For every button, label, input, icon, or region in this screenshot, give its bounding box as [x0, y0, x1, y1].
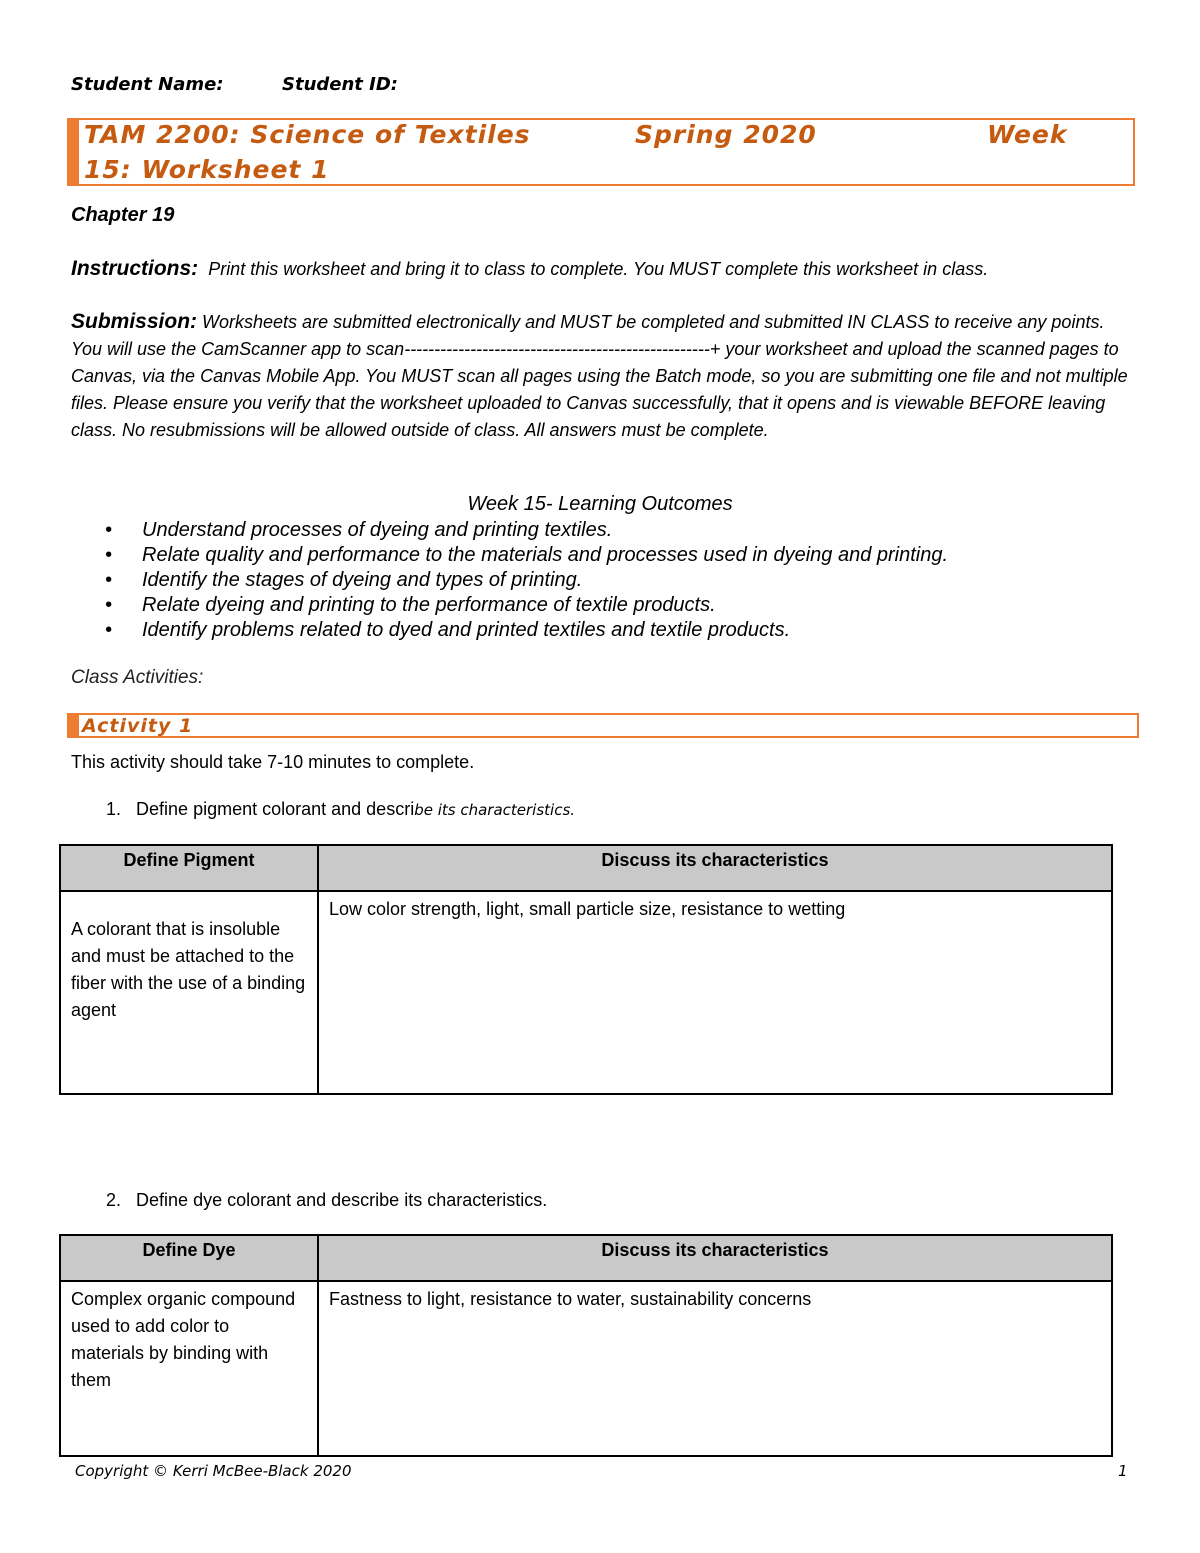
question-text-cont: be its characteristics. [414, 801, 576, 819]
outcome-item: • Identify problems related to dyed and printed textiles and textile products. [72, 618, 948, 643]
outcome-item: • Identify the stages of dyeing and types of printing. [72, 568, 948, 593]
submission-label: Submission: [71, 310, 198, 333]
dye-characteristics[interactable]: Fastness to light, resistance to water, sustainability concerns [318, 1281, 1112, 1456]
question-text: Define pigment colorant and descri [136, 799, 415, 819]
activity-time: This activity should take 7-10 minutes to complete. [71, 752, 475, 772]
submission [71, 308, 1131, 444]
pigment-characteristics[interactable]: Low color strength, light, small particle size, resistance to wetting [318, 891, 1112, 1094]
pigment-definition[interactable]: A colorant that is insoluble and must be attached to the fiber with the use of a binding agent [60, 891, 318, 1094]
class-activities-label: Class Activities: [71, 667, 204, 688]
submission-text: Worksheets are submitted electronically and MUST be completed and submitted IN CLASS to receive any points. You will use the CamScanner app to scan---------------------------------------------------+ your worksheet and upload the scanned pages to Canvas, via the Canvas Mobile App. You MUST scan all pages using the Batch mode, so you are submitting one file and not multiple files. Please ensure you verify that the worksheet uploaded to Canvas successfully, that it opens and is viewable BEFORE leaving class. No resubmissions will be allowed outside of class. All answers must be complete. [71, 312, 1128, 440]
chapter-heading: Chapter 19 [71, 204, 175, 226]
activity-box [67, 713, 1139, 738]
question-number: 1. [106, 799, 122, 819]
pigment-table [59, 844, 1113, 1095]
page-number: 1 [1118, 1462, 1128, 1480]
term: Spring 2020 [635, 120, 817, 149]
question-2 [106, 1190, 547, 1211]
instructions-label: Instructions: [71, 257, 199, 280]
col-characteristics: Discuss its characteristics [318, 1235, 1112, 1281]
outcome-item: • Understand processes of dyeing and printing textiles. [72, 518, 948, 543]
outcome-item: • Relate quality and performance to the materials and processes used in dyeing and printing. [72, 543, 948, 568]
title-box [67, 118, 1135, 186]
question-1 [106, 799, 575, 820]
col-define-pigment: Define Pigment [60, 845, 318, 891]
instructions-text: Print this worksheet and bring it to class to complete. You MUST complete this worksheet in class. [208, 259, 989, 279]
student-name-label: Student Name: [71, 74, 224, 95]
question-number: 2. [106, 1190, 122, 1210]
instructions [71, 255, 1131, 283]
copyright: Copyright © Kerri McBee-Black 2020 [75, 1462, 352, 1480]
activity-label: Activity 1 [82, 715, 194, 737]
week-label: Week [987, 120, 1068, 149]
worksheet-title: 15: Worksheet 1 [84, 155, 330, 184]
question-text: Define dye colorant and describe its characteristics. [136, 1190, 548, 1210]
dye-definition[interactable]: Complex organic compound used to add color to materials by binding with them [60, 1281, 318, 1456]
dye-table [59, 1234, 1113, 1457]
outcomes-list [72, 518, 948, 643]
col-define-dye: Define Dye [60, 1235, 318, 1281]
col-characteristics: Discuss its characteristics [318, 845, 1112, 891]
outcome-item: • Relate dyeing and printing to the performance of textile products. [72, 593, 948, 618]
student-id-label: Student ID: [282, 74, 398, 95]
course-title: TAM 2200: Science of Textiles [84, 120, 531, 149]
outcomes-title: Week 15- Learning Outcomes [467, 493, 733, 515]
